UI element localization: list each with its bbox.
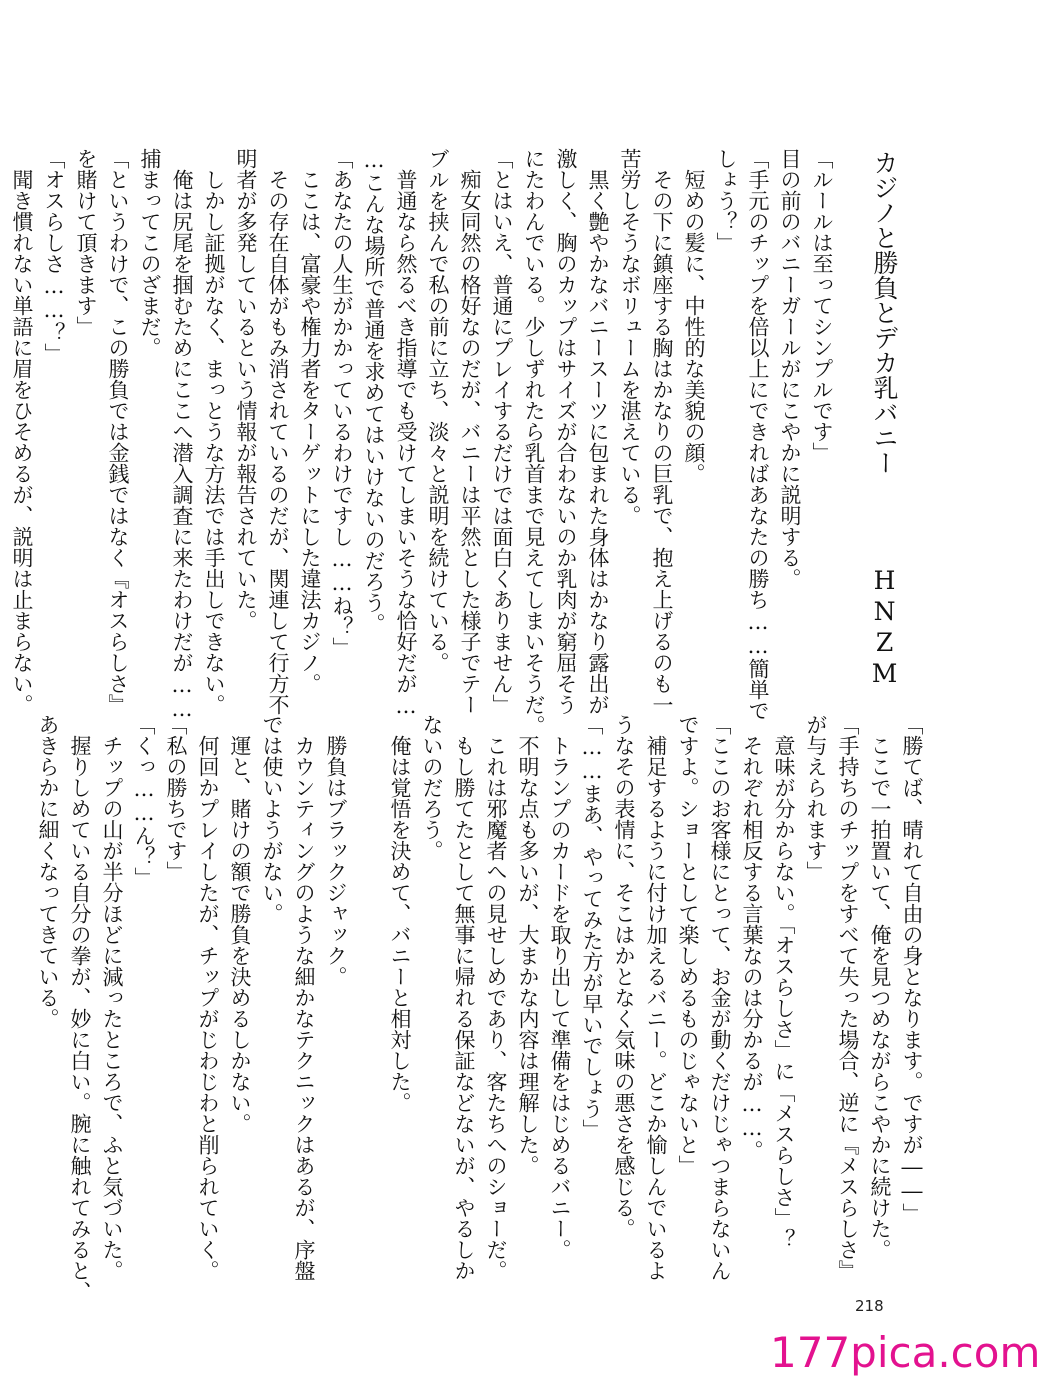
text-line: にたわんでいる。少しずれたら乳首まで見えてしまいそうだ。 <box>522 148 546 736</box>
text-line: 握りしめている自分の拳が、妙に白い。腕に触れてみると、 <box>68 714 92 1302</box>
site-watermark: 177pica.com <box>770 1328 1040 1377</box>
text-line: 「くっ……ん？」 <box>132 714 156 888</box>
text-line: 意味が分からない。「オスらしさ」に「メスらしさ」？ <box>772 714 796 1250</box>
text-line: トランプのカードを取り出して準備をはじめるバニー。 <box>548 714 572 1260</box>
text-line: 「というわけで、この勝負では金銭ではなく『オスらしさ』 <box>106 148 130 715</box>
text-line: 何回かプレイしたが、チップがじわじわと削られていく。 <box>196 714 220 1281</box>
text-line: 運と、賭けの額で勝負を決めるしかない。 <box>228 714 252 1134</box>
text-line: 苦労しそうなボリュームを湛えている。 <box>618 148 642 526</box>
text-line: 普通なら然るべき指導でも受けてしまいそうな恰好だが… <box>394 148 418 718</box>
text-line: これは邪魔者への見せしめであり、客たちへのショーだ。 <box>484 714 508 1281</box>
text-line: 俺は覚悟を決めて、バニーと相対した。 <box>388 714 412 1113</box>
lower-text-block <box>36 714 928 1302</box>
text-line: 目の前のバニーガールがにこやかに説明する。 <box>778 148 802 589</box>
text-line: 「あなたの人生がかかっているわけですし……ね？」 <box>330 148 354 658</box>
text-line: ブルを挟んで私の前に立ち、淡々と説明を続けている。 <box>426 148 450 673</box>
text-line: カウンティングのような細かなテクニックはあるが、序盤 <box>292 714 316 1281</box>
text-line: では使いようがない。 <box>260 714 284 924</box>
text-line: を賭けて頂きます」 <box>74 148 98 337</box>
text-line: その下に鎮座する胸はかなりの巨乳で、抱え上げるのも一 <box>650 148 674 715</box>
text-line: 補足するように付け加えるバニー。どこか愉しんでいるよ <box>644 714 668 1281</box>
text-line: 「オスらしさ……？」 <box>42 148 66 364</box>
text-line: ここは、富豪や権力者をターゲットにした違法カジノ。 <box>298 148 322 694</box>
text-line: ですよ。ショーとして楽しめるものじゃないと」 <box>676 714 700 1176</box>
text-line: 「とはいえ、普通にプレイするだけでは面白くありません」 <box>490 148 514 715</box>
text-line: しかし証拠がなく、まっとうな方法では手出しできない。 <box>202 148 226 715</box>
text-line: 「私の勝ちです」 <box>164 714 188 882</box>
text-line <box>352 714 384 1274</box>
text-line: …こんな場所で普通を求めてはいけないのだろう。 <box>362 148 386 634</box>
text-line: しょう？」 <box>714 148 738 253</box>
text-line: ないのだろう。 <box>420 714 444 861</box>
text-line: チップの山が半分ほどに減ったところで、ふと気づいた。 <box>100 714 124 1281</box>
text-line: 「ここのお客様にとって、お金が動くだけじゃつまらないん <box>708 714 732 1281</box>
text-line: 「……まあ、やってみた方が早いでしょう」 <box>580 714 604 1140</box>
text-line: 痴女同然の格好なのだが、バニーは平然とした様子でテー <box>458 148 482 715</box>
text-line: 聞き慣れない単語に眉をひそめるが、説明は止まらない。 <box>10 148 34 715</box>
page-number: 218 <box>855 1297 884 1315</box>
text-line: それぞれ相反する言葉なのは分かるが……。 <box>740 714 764 1161</box>
text-line: ここで一拍置いて、俺を見つめながらこやかに続けた。 <box>868 714 892 1260</box>
text-line: もし勝てたとして無事に帰れる保証などないが、やるしか <box>452 714 476 1281</box>
text-line: 「手元のチップを倍以上にできればあなたの勝ち……簡単で <box>746 148 770 721</box>
text-line: その存在自体がもみ消されているのだが、関連して行方不 <box>266 148 290 715</box>
story-title: カジノと勝負とデカ乳バニー <box>870 150 899 475</box>
text-line: 短めの髪に、中性的な美貌の顔。 <box>682 148 706 484</box>
text-line: 激しく、胸のカップはサイズが合わないのか乳肉が窮屈そう <box>554 148 578 715</box>
text-line: あきらかに細くなってきている。 <box>36 714 60 1029</box>
text-line: 「ルールは至ってシンプルです」 <box>810 148 834 463</box>
text-line: 捕まってこのざまだ。 <box>138 148 162 358</box>
text-line: 明者が多発しているという情報が報告されていた。 <box>234 148 258 631</box>
text-line: 勝負はブラックジャック。 <box>324 714 348 987</box>
text-line: うなその表情に、そこはかとなく気味の悪さを感じる。 <box>612 714 636 1239</box>
text-line: が与えられます」 <box>804 714 828 882</box>
upper-text-block <box>10 148 838 736</box>
author-name: HNZM <box>870 566 899 690</box>
text-line: 「勝てば、晴れて自由の身となります。ですが――」 <box>900 714 924 1224</box>
text-line: 黒く艶やかなバニースーツに包まれた身体はかなり露出が <box>586 148 610 715</box>
text-line: 俺は尻尾を掴むためにここへ潜入調査に来たわけだが…… <box>170 148 194 721</box>
text-line: 「手持ちのチップをすべて失った場合、逆に『メスらしさ』 <box>836 714 860 1281</box>
text-line: 不明な点も多いが、大まかな内容は理解した。 <box>516 714 540 1176</box>
